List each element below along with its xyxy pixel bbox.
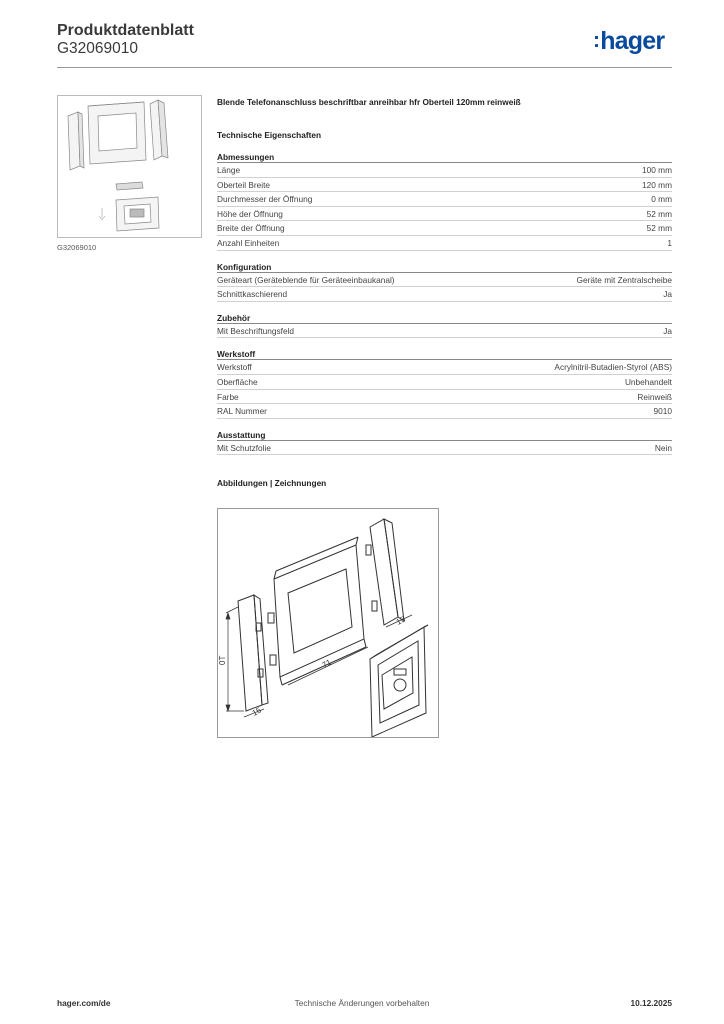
footer-date: 10.12.2025 bbox=[630, 998, 672, 1008]
table-row bbox=[217, 287, 672, 302]
section-ausstattung bbox=[217, 429, 672, 456]
row-value: Ja bbox=[663, 289, 672, 300]
section-abmessungen bbox=[217, 151, 672, 251]
table-row bbox=[217, 221, 672, 236]
product-title: Blende Telefonanschluss beschriftbar anreihbar hfr Oberteil 120mm reinweiß bbox=[217, 97, 521, 107]
row-value: 0 mm bbox=[651, 194, 672, 205]
row-label: RAL Nummer bbox=[217, 406, 267, 417]
section-title: Zubehör bbox=[217, 312, 672, 324]
row-label: Durchmesser der Öffnung bbox=[217, 194, 313, 205]
table-row bbox=[217, 273, 672, 288]
footer-website: hager.com/de bbox=[57, 998, 111, 1008]
row-label: Länge bbox=[217, 165, 241, 175]
row-label: Geräteart (Geräteblende für Geräteeinbaukanal) bbox=[217, 274, 395, 285]
table-row bbox=[217, 163, 672, 178]
figures-title: Abbildungen | Zeichnungen bbox=[217, 478, 327, 489]
page-title: Produktdatenblatt bbox=[57, 22, 194, 39]
product-code: G32069010 bbox=[57, 40, 139, 57]
section-title: Konfiguration bbox=[217, 261, 672, 273]
row-label: Mit Schutzfolie bbox=[217, 442, 271, 453]
header-divider bbox=[57, 67, 672, 68]
row-label: Breite der Öffnung bbox=[217, 223, 285, 234]
row-value: 52 mm bbox=[646, 223, 672, 234]
row-label: Oberteil Breite bbox=[217, 179, 271, 190]
dim-depth-right-label: 15 bbox=[394, 614, 407, 627]
dim-depth-left-label: 15 bbox=[250, 705, 263, 718]
product-thumbnail-illustration bbox=[58, 96, 201, 237]
row-label: Anzahl Einheiten bbox=[217, 237, 280, 248]
row-value: Unbehandelt bbox=[624, 376, 672, 387]
row-value: 1 bbox=[667, 237, 672, 248]
section-zubehoer bbox=[217, 312, 672, 339]
row-value: 52 mm bbox=[646, 208, 672, 219]
table-row bbox=[217, 404, 672, 419]
spec-content bbox=[217, 96, 672, 489]
row-value: Acrylnitril-Butadien-Styrol (ABS) bbox=[554, 362, 672, 373]
footer-disclaimer: Technische Änderungen vorbehalten bbox=[294, 998, 430, 1008]
table-row bbox=[217, 178, 672, 193]
row-label: Höhe der Öffnung bbox=[217, 208, 283, 219]
table-row bbox=[217, 390, 672, 405]
tech-properties-title: Technische Eigenschaften bbox=[217, 130, 322, 140]
row-value: Reinweiß bbox=[637, 391, 672, 402]
thumbnail-caption: G32069010 bbox=[57, 243, 97, 252]
row-label: Schnittkaschierend bbox=[217, 289, 288, 300]
hager-logo bbox=[593, 27, 664, 56]
technical-drawing bbox=[217, 508, 439, 738]
table-row bbox=[217, 192, 672, 207]
section-title: Werkstoff bbox=[217, 348, 672, 360]
row-value: 9010 bbox=[653, 406, 672, 417]
row-value: 100 mm bbox=[642, 165, 672, 175]
section-konfiguration bbox=[217, 261, 672, 302]
dim-width-label: 71 bbox=[320, 657, 333, 670]
table-row bbox=[217, 441, 672, 456]
logo-colon-icon: : bbox=[593, 29, 600, 52]
row-label: Mit Beschriftungsfeld bbox=[217, 325, 295, 336]
row-value: Ja bbox=[663, 325, 672, 336]
row-label: Oberfläche bbox=[217, 376, 258, 387]
table-row bbox=[217, 360, 672, 375]
dim-height-label: 0T bbox=[218, 655, 227, 665]
row-value: Geräte mit Zentralscheibe bbox=[576, 274, 672, 285]
section-title: Abmessungen bbox=[217, 151, 672, 163]
product-thumbnail bbox=[57, 95, 202, 238]
table-row bbox=[217, 207, 672, 222]
technical-drawing-illustration bbox=[218, 509, 438, 737]
table-row bbox=[217, 324, 672, 339]
section-title: Ausstattung bbox=[217, 429, 672, 441]
row-value: 120 mm bbox=[642, 179, 672, 190]
logo-text: hager bbox=[600, 27, 665, 55]
table-row bbox=[217, 236, 672, 251]
row-value: Nein bbox=[654, 442, 672, 453]
row-label: Farbe bbox=[217, 391, 239, 402]
table-row bbox=[217, 375, 672, 390]
row-label: Werkstoff bbox=[217, 362, 252, 373]
section-werkstoff bbox=[217, 348, 672, 418]
